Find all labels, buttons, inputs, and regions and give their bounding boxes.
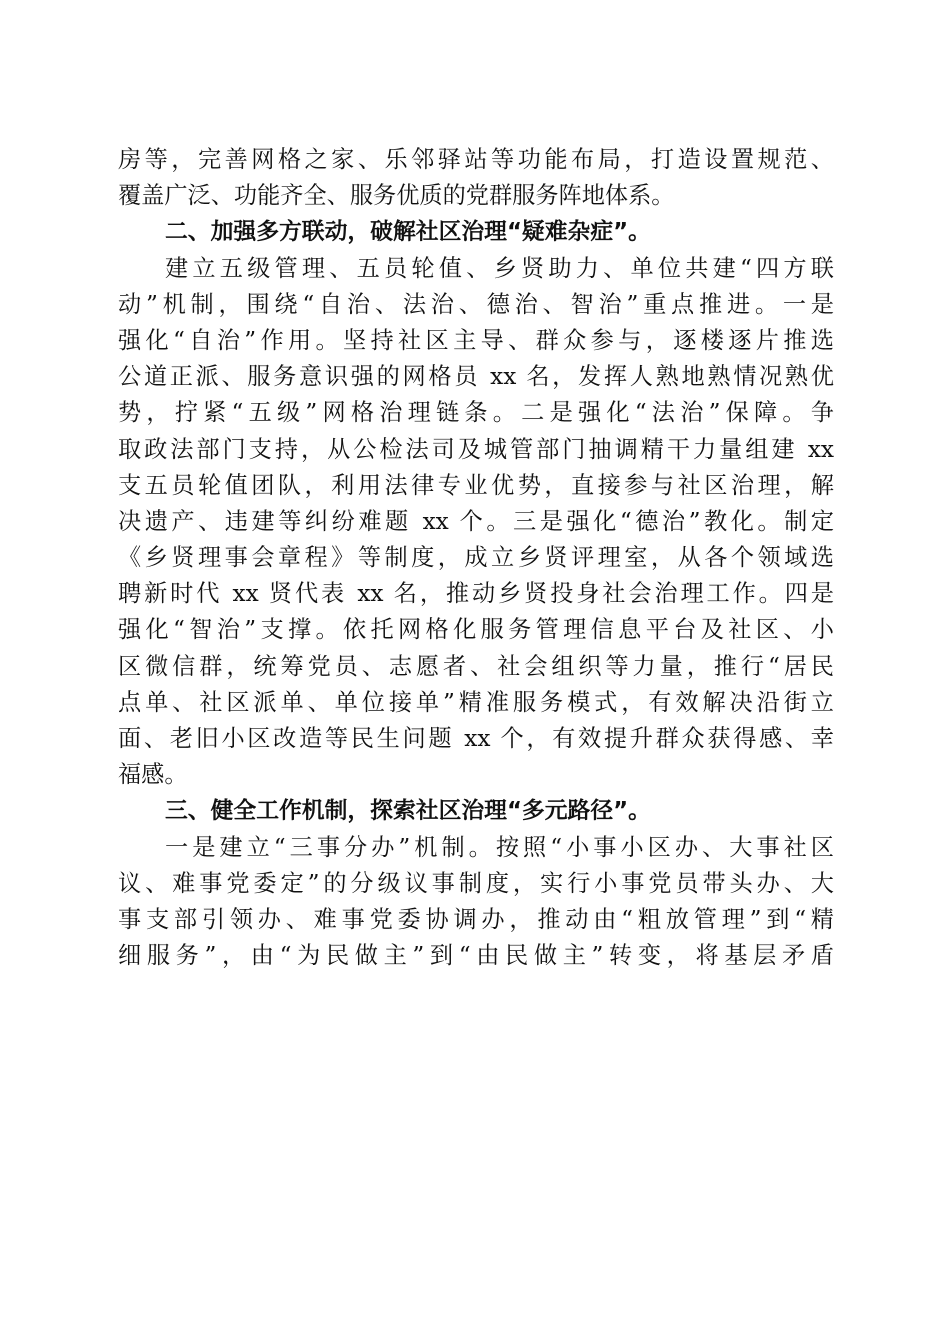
- paragraph-line: 势，拧紧“五级”网格治理链条。二是强化“法治”保障。争: [118, 399, 834, 427]
- paragraph-1: [118, 142, 834, 214]
- paragraph-line: 面、老旧小区改造等民生问题 xx 个，有效提升群众获得感、幸: [118, 725, 834, 752]
- paragraph-line: 决遗产、违建等纠纷难题 xx 个。三是强化“德治”教化。制定: [118, 507, 834, 535]
- paragraph-line: 区微信群，统筹党员、志愿者、社会组织等力量，推行“居民: [118, 652, 834, 680]
- paragraph-line: 事支部引领办、难事党委协调办，推动由“粗放管理”到“精: [118, 905, 834, 933]
- paragraph-line: 取政法部门支持，从公检法司及城管部门抽调精干力量组建 xx: [118, 435, 834, 463]
- paragraph-line: 强化“自治”作用。坚持社区主导、群众参与，逐楼逐片推选: [118, 326, 834, 354]
- paragraph-line: 点单、社区派单、单位接单”精准服务模式，有效解决沿街立: [118, 688, 834, 716]
- section-heading-3: 三、健全工作机制，探索社区治理“多元路径”。: [165, 798, 651, 825]
- paragraph-line: 一是建立“三事分办”机制。按照“小事小区办、大事社区: [165, 833, 834, 861]
- paragraph-line: 《乡贤理事会章程》等制度，成立乡贤评理室，从各个领域选: [118, 544, 834, 572]
- paragraph-2: [118, 251, 834, 794]
- paragraph-line: 覆盖广泛、功能齐全、服务优质的党群服务阵地体系。: [118, 182, 675, 210]
- document-page: [118, 142, 834, 974]
- paragraph-line: 福感。: [118, 761, 188, 789]
- section-heading-2: 二、加强多方联动，破解社区治理“疑难杂症”。: [165, 219, 651, 246]
- paragraph-line: 强化“智治”支撑。依托网格化服务管理信息平台及社区、小: [118, 616, 834, 644]
- paragraph-line: 支五员轮值团队，利用法律专业优势，直接参与社区治理，解: [118, 471, 834, 499]
- paragraph-line: 房等，完善网格之家、乐邻驿站等功能布局，打造设置规范、: [118, 146, 834, 173]
- paragraph-line: 建立五级管理、五员轮值、乡贤助力、单位共建“四方联: [165, 254, 834, 282]
- paragraph-line: 聘新时代 xx 贤代表 xx 名，推动乡贤投身社会治理工作。四是: [118, 580, 834, 608]
- paragraph-line: 动”机制，围绕“自治、法治、德治、智治”重点推进。一是: [118, 290, 834, 318]
- paragraph-3: [118, 830, 834, 975]
- paragraph-line: 议、难事党委定”的分级议事制度，实行小事党员带头办、大: [118, 869, 834, 897]
- paragraph-line: 细服务”，由“为民做主”到“由民做主”转变，将基层矛盾: [118, 942, 834, 970]
- paragraph-line: 公道正派、服务意识强的网格员 xx 名，发挥人熟地熟情况熟优: [118, 363, 834, 391]
